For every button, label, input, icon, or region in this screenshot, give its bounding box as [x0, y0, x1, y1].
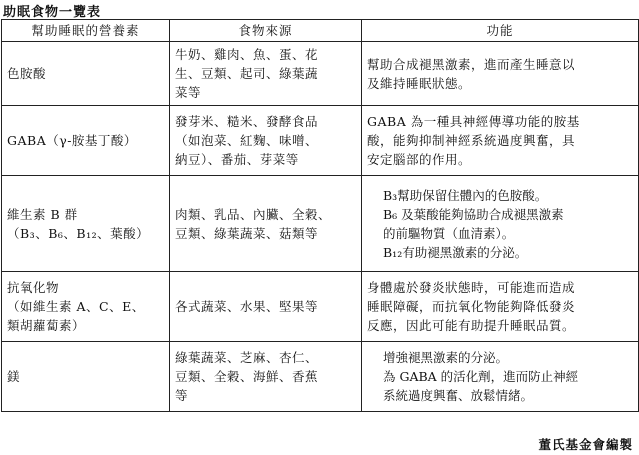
table-header-row: [2, 20, 639, 42]
table-row: [2, 342, 639, 412]
header-food-source: 食物來源: [170, 20, 362, 42]
food-source-cell: 牛奶、雞肉、魚、蛋、花 生、豆類、起司、綠葉蔬 菜等: [170, 42, 362, 106]
function-cell: [362, 342, 639, 412]
table-row: [2, 272, 639, 342]
nutrient-cell: GABA（γ-胺基丁酸）: [2, 106, 170, 176]
food-source-cell: 綠葉蔬菜、芝麻、杏仁、 豆類、全穀、海鮮、香蕉 等: [170, 342, 362, 412]
list-item: B₁₂有助褪黑激素的分泌。: [383, 244, 528, 260]
function-cell: [362, 176, 639, 272]
list-item: 為 GABA 的活化劑，進而防止神經 系統過度興奮、放鬆情緒。: [383, 369, 579, 403]
list-item: B₆ 及葉酸能夠協助合成褪黑激素 的前驅物質（血清素）。: [383, 206, 564, 241]
nutrient-table: [1, 19, 639, 412]
list-item: 增強褪黑激素的分泌。: [383, 350, 509, 365]
food-source-cell: 肉類、乳品、內臟、全穀、 豆類、綠葉蔬菜、菇類等: [170, 176, 362, 272]
nutrient-cell: 鎂: [2, 342, 170, 412]
table-row: [2, 106, 639, 176]
nutrient-cell: 抗氧化物 （如維生素 A、C、E、 類胡蘿蔔素）: [2, 272, 170, 342]
header-nutrient: 幫助睡眠的營養素: [2, 20, 170, 42]
function-list: [367, 186, 633, 262]
page-title: 助眠食物一覽表: [3, 5, 102, 20]
function-cell: GABA 為一種具神經傳導功能的胺基 酸，能夠抑制神經系統過度興奮，具 安定腦部的作用。: [362, 106, 639, 176]
table-row: [2, 176, 639, 272]
credit-line: 董氏基金會編製: [538, 437, 633, 452]
food-source-cell: 發芽米、糙米、發酵食品 （如泡菜、紅麴、味噌、 納豆）、番茄、芽菜等: [170, 106, 362, 176]
function-list: [367, 348, 633, 405]
nutrient-cell: 色胺酸: [2, 42, 170, 106]
nutrient-cell: 維生素 B 群 （B₃、B₆、B₁₂、葉酸）: [2, 176, 170, 272]
header-function: 功能: [362, 20, 639, 42]
food-source-cell: 各式蔬菜、水果、堅果等: [170, 272, 362, 342]
function-cell: 幫助合成褪黑激素，進而產生睡意以 及維持睡眠狀態。: [362, 42, 639, 106]
list-item: B₃幫助保留住體內的色胺酸。: [383, 187, 548, 203]
table-row: [2, 42, 639, 106]
function-cell: 身體處於發炎狀態時，可能進而造成 睡眠障礙，而抗氧化物能夠降低發炎 反應，因此可能有助提升睡眠品質。: [362, 272, 639, 342]
